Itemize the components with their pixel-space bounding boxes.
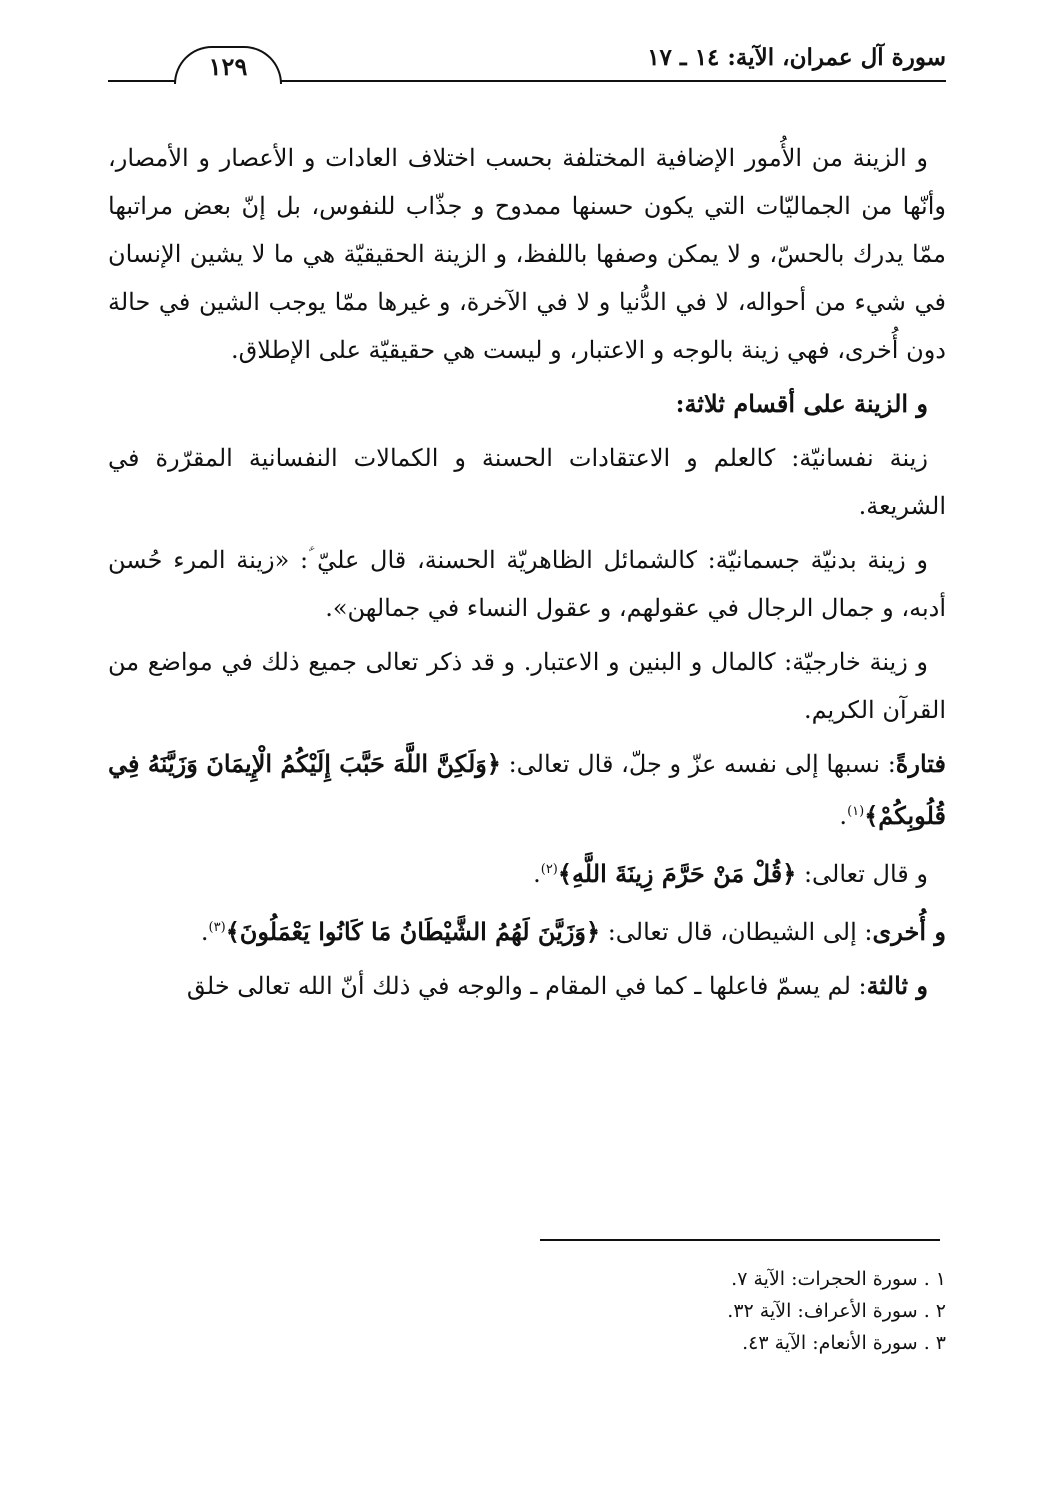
footnote-rule [540,1239,940,1241]
page-number: ١٢٩ [174,46,282,84]
paragraph-4: و زينة بدنيّة جسمانيّة: كالشمائل الظاهريّة الحسنة، قال عليّ ؑ: «زينة المرء حُسن أدبه، و جمال الرجال في عقولهم، و عقول النساء في جمالهن». [108,546,946,622]
footnotes [540,1263,946,1359]
quran-verse-2: ﴿قُلْ مَنْ حَرَّمَ زِينَةَ اللَّهِ﴾ [557,859,797,888]
footnote-1: ١ . سورة الحجرات: الآية ٧. [731,1268,946,1290]
footnote-ref-3[interactable]: (٣) [208,920,226,935]
section-heading: و الزينة على أقسام ثلاثة: [675,389,928,418]
paragraph-6-text: : نسبها إلى نفسه عزّ و جلّ، قال تعالى: [508,750,896,778]
page-header [108,40,946,84]
footnote-ref-1[interactable]: (١) [847,804,865,819]
paragraph-7 [108,846,946,898]
paragraph-9-lead: و ثالثة [866,971,928,1000]
paragraph-3: زينة نفسانيّة: كالعلم و الاعتقادات الحسنة و الكمالات النفسانية المقرّرة في الشريعة. [108,444,946,520]
paragraph-1: و الزينة من الأُمور الإضافية المختلفة بحسب اختلاف العادات و الأعصار و الأمصار، وأنّها من الجماليّات التي يكون حسنها ممدوح و جذّاب للنفوس، بل إنّ بعض مراتبها ممّا يدرك بالحسّ، و لا يمكن وصفها باللفظ، و الزينة الحقيقيّة هي ما لا يشين الإنسان في شيء من أحواله، لا في الدُّنيا و لا في الآخرة، و غيرها ممّا يوجب الشين في حالة دون أُخرى، فهي زينة بالوجه و الاعتبار، و ليست هي حقيقيّة على الإطلاق. [108,144,946,364]
paragraph-8-lead: و أُخرى [872,917,946,946]
paragraph-8-text: : إلى الشيطان، قال تعالى: [607,918,873,946]
paragraph-7-end: . [533,860,541,888]
footnote-3: ٣ . سورة الأنعام: الآية ٤٣. [742,1332,946,1354]
paragraph-6 [108,740,946,840]
paragraph-6-lead: فتارةً [895,749,946,778]
quran-verse-1: ﴿وَلَكِنَّ اللَّهَ حَبَّبَ إِلَيْكُمُ الْإِيمَانَ وَزَيَّنَهُ فِي قُلُوبِكُمْ﴾ [108,749,946,830]
paragraph-8 [108,904,946,956]
paragraph-8-end: . [200,918,209,946]
main-text [108,134,946,1016]
quran-verse-3: ﴿وَزَيَّنَ لَهُمُ الشَّيْطَانُ مَا كَانُوا يَعْمَلُونَ﴾ [225,917,601,946]
footnote-ref-2[interactable]: (٢) [540,862,558,877]
paragraph-9-text: : لم يسمّ فاعلها ـ كما في المقام ـ والوجه في ذلك أنّ الله تعالى خلق [186,972,867,1000]
paragraph-5: و زينة خارجيّة: كالمال و البنين و الاعتبار. و قد ذكر تعالى جميع ذلك في مواضع من القرآن الكريم. [108,648,946,724]
paragraph-7-text: و قال تعالى: [803,860,928,888]
paragraph-6-end: . [839,802,848,830]
paragraph-9 [108,962,946,1010]
running-header-title: سورة آل عمران، الآية: ١٤ ـ ١٧ [647,44,946,71]
footnote-2: ٢ . سورة الأعراف: الآية ٣٢. [727,1300,946,1322]
